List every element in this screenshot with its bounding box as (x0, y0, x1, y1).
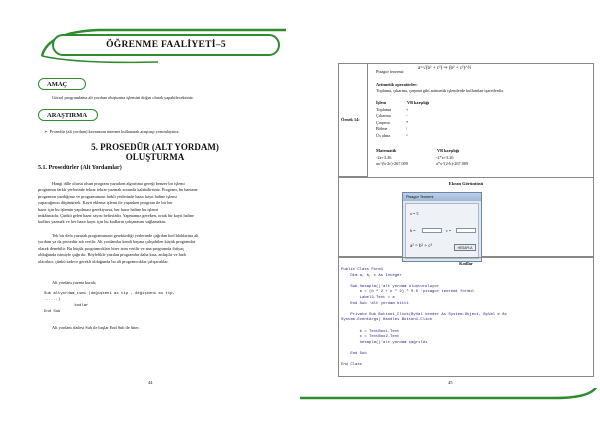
amac-text: Görsel programlama alt yordam oluşturma işlemini doğru olarak yapabileceksiniz. (52, 95, 194, 100)
amac-heading: AMAÇ (38, 78, 86, 90)
op-symbol: - (406, 113, 408, 119)
paragraph-1-line: hazır için bu işlemin yapılması gerekiyorsa, her hazır haline bu işlemi (38, 206, 158, 212)
paragraph-2-line: olarak denebilir. Bu küçük programcıkları birer isim verilir ve ana programda ihtiyaç (38, 245, 185, 251)
op-symbol: * (406, 119, 409, 125)
code-line: End Sub 'alt yordam bitti (341, 301, 409, 306)
op-name: Çıkarma (376, 113, 391, 119)
arastirma-heading: ARAŞTIRMA (38, 109, 98, 121)
op-name: Toplama (376, 107, 391, 112)
code-line: Label3.Text = a (341, 295, 395, 300)
example-label: Örnek 14: (341, 117, 360, 122)
pisagor-formula: a=√(b² + c²) ⇒ (b² + c²)^½ (418, 66, 472, 71)
op-table-header (376, 100, 486, 106)
code-line: b = TextBox1.Text (341, 329, 400, 334)
arithmetic-description: Toplama, çıkarma, çarpma gibi aritmetik işlemlerde kullanılan işaretlerdir. (376, 88, 504, 93)
arithmetic-heading: Aritmetik operatörler: (376, 82, 418, 87)
op-name: Üs alma (376, 132, 391, 138)
code-line: System.EventArgs) Handles Button1.Click (341, 318, 433, 323)
closing-text: Alt yordam ifadesi Sub ile başlar End Sub ile biter. (52, 325, 140, 330)
syntax-code-block (44, 291, 288, 315)
form-window-title: Pisagor Teoremi (403, 193, 481, 201)
code-line: Private Sub Button1_Click(ByVal sender As System.Object, ByVal e As (341, 312, 507, 317)
pisagor-label: Pisagor teoremi: (376, 69, 405, 74)
arastirma-bullet-text: Prosedür (alt yordam) kavramını internet kullanarak araştırıp yorumlayınız. (49, 129, 180, 134)
textbox1-input[interactable] (422, 228, 442, 233)
paragraph-2-line: yordam ya da prosedür adı verilir. Alt yordamlar kendi başına çalışabilen küçük programlar (38, 239, 196, 245)
math-header-vb: VB karşılığı (437, 148, 460, 153)
paragraph-1-line: programın farklı yerlerinde tekrar tekrar yazmak zorunda kalabilirsiniz. Program, bu hantane (38, 187, 198, 193)
op-symbol: + (406, 107, 409, 112)
main-heading-line1: 5. PROSEDÜR (ALT YORDAM) (91, 142, 219, 152)
screenshot-heading: Ekran Görüntüsü (448, 181, 484, 186)
math-table (376, 155, 536, 168)
activity-banner (38, 26, 288, 66)
code-block (341, 268, 591, 369)
code-line: a = (b ^ 2 + c ^ 2) ^ 0.5 'pisagor teoremi formul (341, 290, 475, 295)
math-expression: -2z+3.26 (376, 155, 392, 160)
paragraph-1-line: programın yazdığınız ve programınızın farklı yerlerinde hazır kayıt haline işlemi (38, 193, 177, 199)
math-table-header (376, 148, 536, 154)
op-header-islem: İşlem (376, 100, 387, 105)
op-symbol: / (406, 126, 408, 132)
form-label-c: c = (446, 228, 452, 233)
math-expression: ax^(b-2c)-267.009 (376, 161, 408, 167)
op-table (376, 107, 486, 139)
op-symbol: ^ (406, 132, 409, 138)
paragraph-2-line: olduğunda isimiyle çağırılır. Böylelikle yazılan programlar daha kısa, anlaşılır ve hızlı (38, 252, 187, 258)
code-line: Dim a, b, c As Integer (341, 273, 402, 278)
arrow-bullet-icon: ➢ (44, 129, 50, 134)
page-number-right: 45 (448, 380, 453, 385)
hesapla-button[interactable]: HESAPLA (454, 244, 476, 251)
paragraph-2 (38, 233, 282, 265)
syntax-intro: Alt yordam yazma kuralı; (52, 280, 97, 285)
code-line: c = TextBox2.Text (341, 335, 400, 340)
banner-title: ÖĞRENME FAALİYETİ–5 (52, 34, 280, 56)
paragraph-2-line: Tek bir defa yazarak programınızın gerektirdiği yerlerinde çağrılan kod bloklarına alt (52, 233, 199, 238)
op-name: Çarpma (376, 119, 390, 125)
paragraph-1 (38, 181, 282, 226)
code-line: Public Class Form1 (341, 268, 384, 272)
syntax-code-line: kodlar (44, 304, 89, 308)
section-heading: 5.1. Prosedürler (Alt Yordamlar) (38, 165, 122, 171)
form-label-formula: a² = b² + c² (410, 244, 433, 249)
code-line: End Sub (341, 351, 367, 356)
paragraph-1-line: kodları yazmak ve her hazır kayıt için bu kodların çalışmasını sağlamaktır. (38, 219, 167, 225)
form-label-a: a = 5 (410, 211, 419, 216)
paragraph-2-line: olacaktır, çünkü sadece gerekli olduğunda bu alt programcıklar çalışacaklar. (38, 258, 169, 264)
op-header-vb: VB karşılığı (407, 100, 430, 105)
math-table-row (376, 161, 536, 167)
syntax-code-line: Sub altyordam_ismi (değişkeni as tip , değişkeni as tip, (44, 292, 175, 296)
syntax-code-line: End Sub (44, 310, 61, 314)
paragraph-1-line: Hangi dille olursa olsun program yazarken algoritma gereği benzer bir işlemi (52, 181, 185, 186)
form-window-body (405, 203, 479, 259)
code-heading: Kodlar (459, 261, 473, 266)
paragraph-1-line: yapacağınızı düşünürsek. Kayıt ekleme işlemi ile yaparken program ile bir her (38, 200, 173, 206)
form-window (402, 192, 482, 262)
code-line: End Class (341, 363, 363, 368)
main-heading (30, 142, 280, 162)
vb-expression: a*x^(2-b)-267.009 (436, 161, 469, 167)
form-label-b: b = (410, 228, 416, 233)
page-number-left: 44 (148, 380, 153, 385)
textbox2-input[interactable] (456, 228, 476, 233)
op-table-row (376, 133, 486, 139)
paragraph-1-line: imkânsızdır. Çünkü gelen hazır sayısı belirsizdir. Yapmamız gereken, ortak bir kayıt haline (38, 213, 194, 219)
syntax-code-line: ......) (44, 298, 61, 302)
code-line: hesapla()'alt yordam çağrıldı (341, 340, 428, 345)
footer-swoosh-icon (300, 388, 600, 423)
op-name: Bölme (376, 126, 388, 132)
main-heading-line2: OLUŞTURMA (125, 152, 185, 162)
arastirma-bullet-item (44, 129, 284, 135)
vb-expression: -2*z+3.26 (436, 155, 454, 160)
code-line: Sub hesapla()'alt yordam oluşturuluyor (341, 284, 440, 289)
math-header-matematik: Matematik (376, 148, 397, 153)
